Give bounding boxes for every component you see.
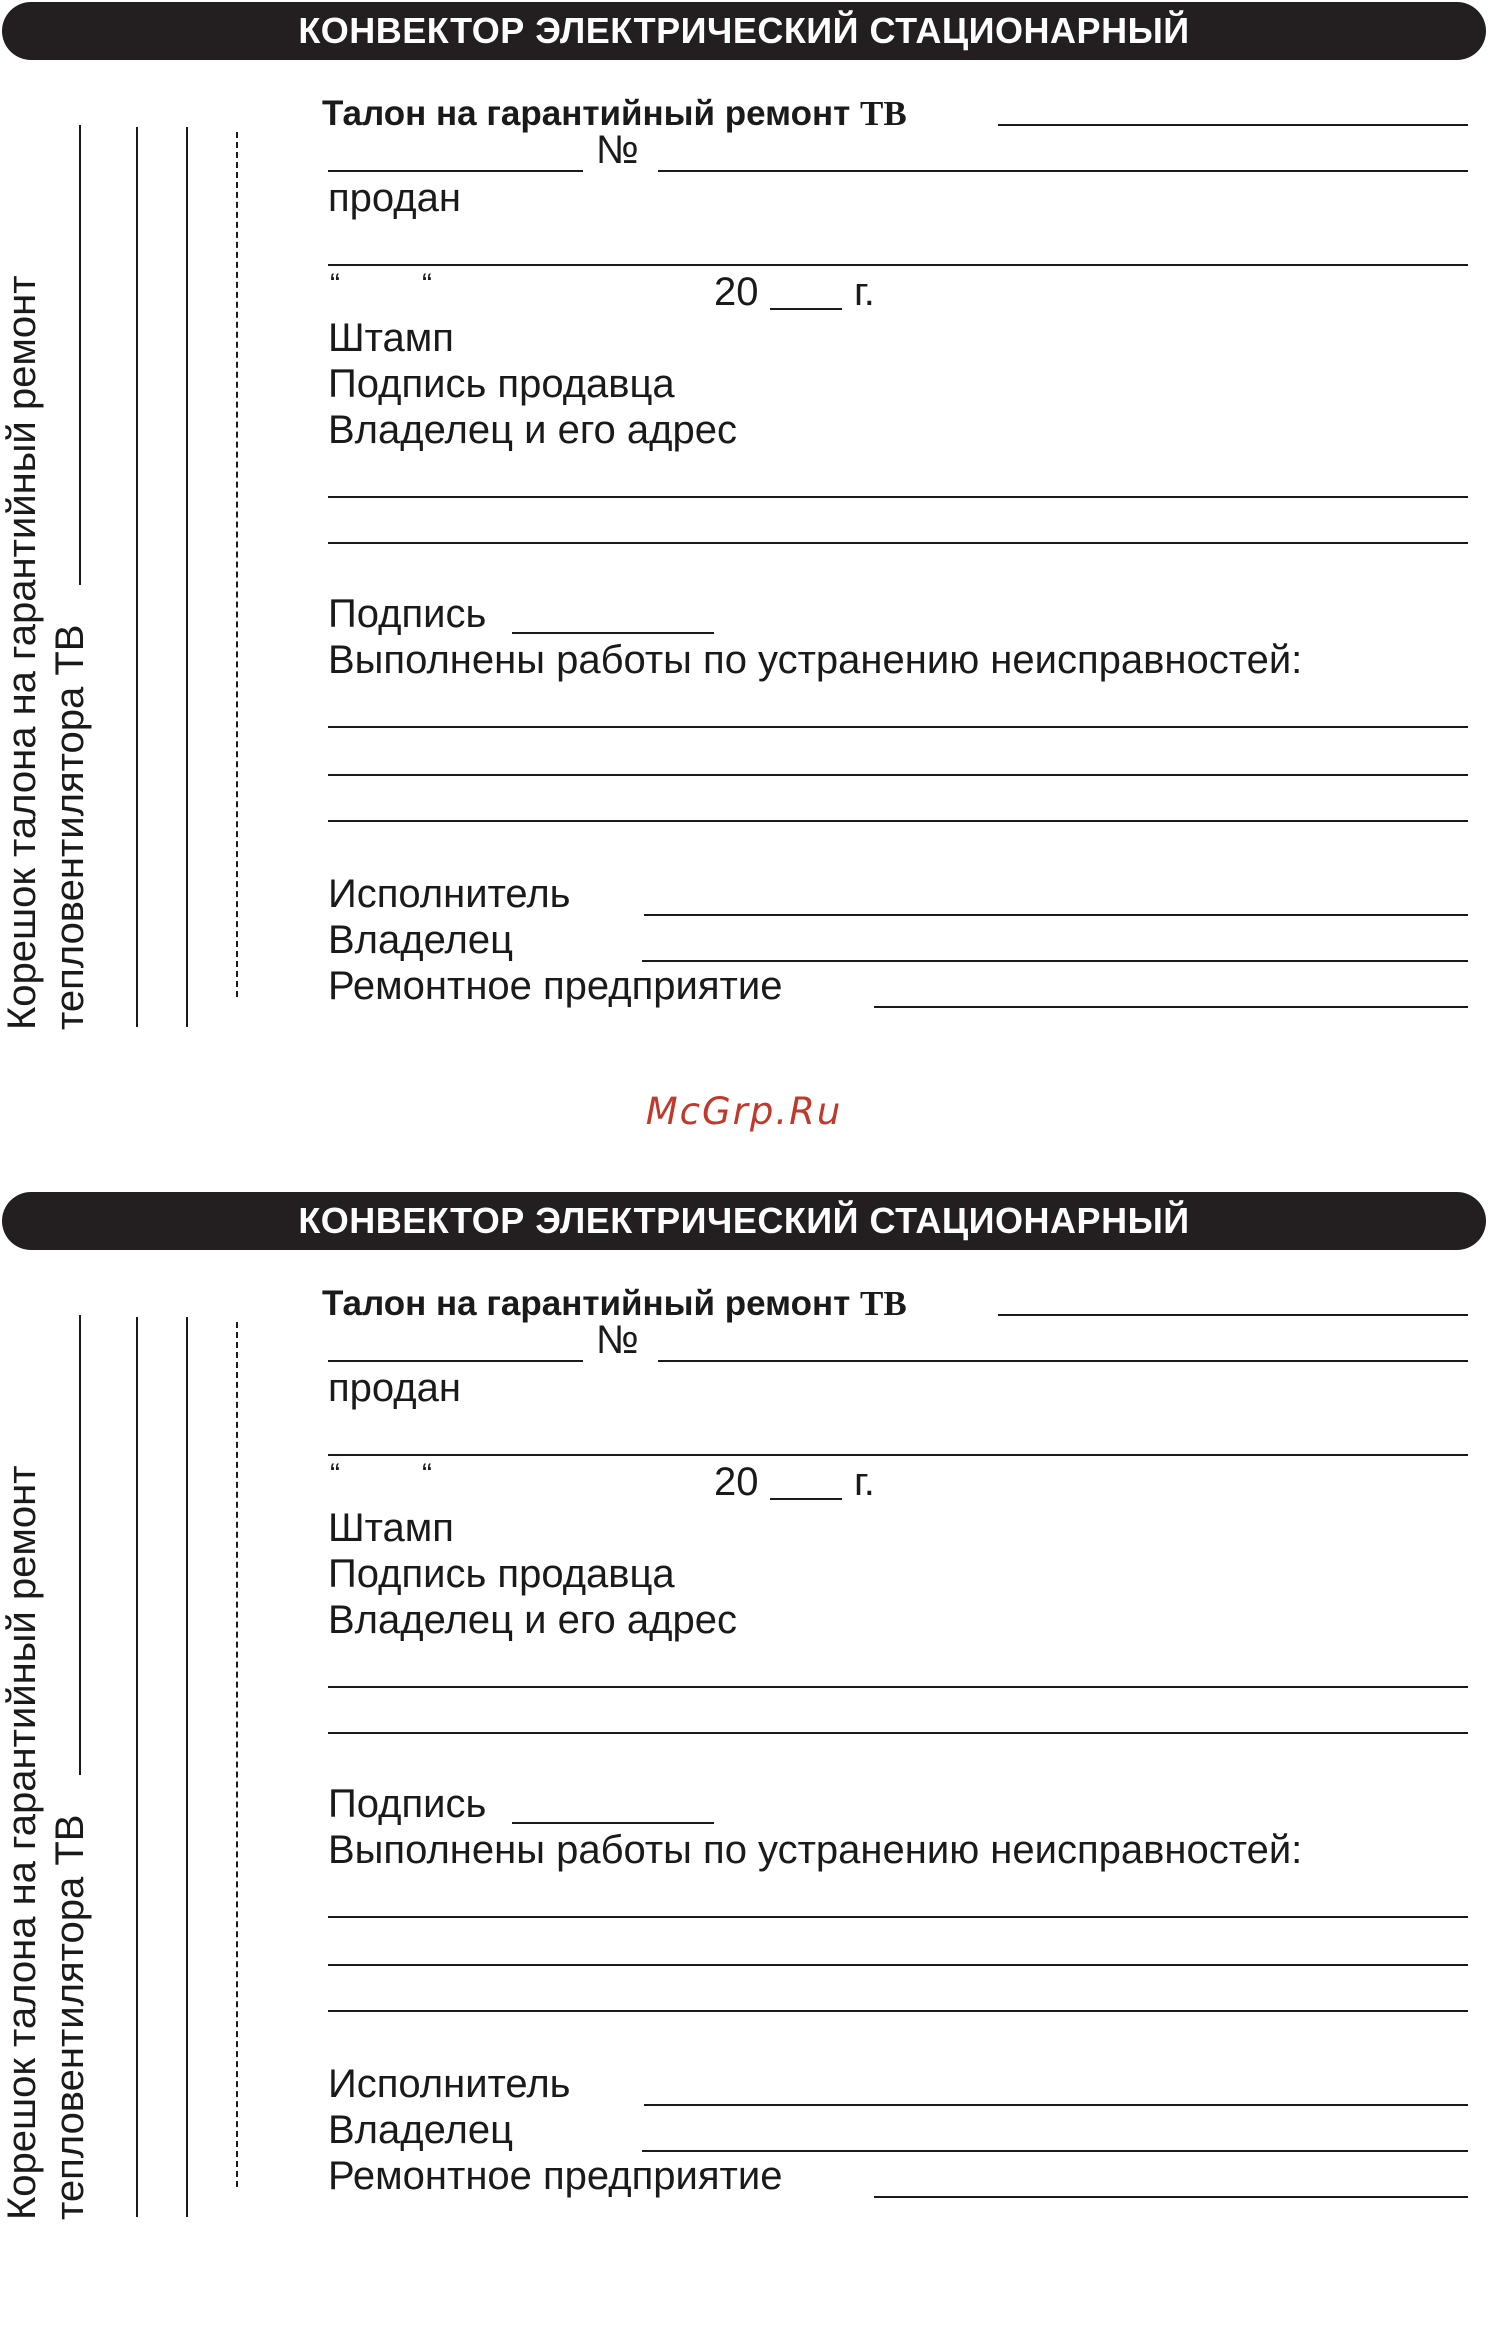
stamp-label: Штамп <box>328 316 454 360</box>
stub-border-line <box>186 127 188 1027</box>
address-fill-line <box>328 542 1468 544</box>
header-bar <box>2 1192 1486 1250</box>
sold-fill-line <box>328 1454 1468 1456</box>
number-label: № <box>596 1318 639 1362</box>
warranty-coupon-1 <box>0 0 1488 1140</box>
signature-label: Подпись <box>328 592 487 636</box>
seller-signature-label: Подпись продавца <box>328 362 675 406</box>
works-fill-line <box>328 726 1468 728</box>
stub-fill-line <box>79 125 81 585</box>
owner-address-label: Владелец и его адрес <box>328 1598 737 1642</box>
header-title: КОНВЕКТОР ЭЛЕКТРИЧЕСКИЙ СТАЦИОНАРНЫЙ <box>298 10 1190 51</box>
address-fill-line <box>328 1732 1468 1734</box>
address-fill-line <box>328 496 1468 498</box>
fill-line <box>328 170 583 172</box>
coupon-title-model: ТВ <box>860 94 907 133</box>
repair-company-label: Ремонтное предприятие <box>328 964 783 1008</box>
warranty-coupon-2 <box>0 1190 1488 2330</box>
stub-border-line <box>136 1317 138 2217</box>
owner-label: Владелец <box>328 2108 514 2152</box>
address-fill-line <box>328 1686 1468 1688</box>
date-quote-close: “ <box>422 1458 432 1491</box>
stub-title-line1: Корешок талона на гарантийный ремонт <box>0 1465 44 2220</box>
fill-line <box>328 1360 583 1362</box>
stub-fill-line <box>79 1315 81 1775</box>
date-quote-open: “ <box>330 1458 340 1491</box>
watermark: McGrp.Ru <box>645 1090 843 1133</box>
sold-label: продан <box>328 1366 461 1410</box>
number-fill-line <box>658 170 1468 172</box>
model-fill-line <box>998 124 1468 126</box>
works-fill-line <box>328 1916 1468 1918</box>
repair-company-fill-line <box>874 1006 1468 1008</box>
stamp-label: Штамп <box>328 1506 454 1550</box>
coupon-stub <box>0 1240 100 2220</box>
works-fill-line <box>328 820 1468 822</box>
coupon-title: Талон на гарантийный ремонт ТВ <box>322 94 907 133</box>
stub-title-line1: Корешок талона на гарантийный ремонт <box>0 275 44 1030</box>
stub-border-line <box>136 127 138 1027</box>
model-fill-line <box>998 1314 1468 1316</box>
year-suffix: г. <box>854 270 875 314</box>
executor-fill-line <box>644 914 1468 916</box>
executor-label: Исполнитель <box>328 872 571 916</box>
header-title: КОНВЕКТОР ЭЛЕКТРИЧЕСКИЙ СТАЦИОНАРНЫЙ <box>298 1200 1190 1241</box>
cut-line <box>236 132 238 997</box>
works-label: Выполнены работы по устранению неисправностей: <box>328 638 1303 682</box>
header-bar <box>2 2 1486 60</box>
owner-fill-line <box>642 2150 1468 2152</box>
number-fill-line <box>658 1360 1468 1362</box>
seller-signature-label: Подпись продавца <box>328 1552 675 1596</box>
coupon-stub <box>0 50 100 1030</box>
works-label: Выполнены работы по устранению неисправностей: <box>328 1828 1303 1872</box>
coupon-title-model: ТВ <box>860 1284 907 1323</box>
date-quote-open: “ <box>330 268 340 301</box>
year-prefix: 20 <box>714 1460 759 1504</box>
executor-fill-line <box>644 2104 1468 2106</box>
cut-line <box>236 1322 238 2187</box>
coupon-title: Талон на гарантийный ремонт ТВ <box>322 1284 907 1323</box>
year-fill-line <box>770 1498 842 1500</box>
executor-label: Исполнитель <box>328 2062 571 2106</box>
works-fill-line <box>328 774 1468 776</box>
year-fill-line <box>770 308 842 310</box>
works-fill-line <box>328 2010 1468 2012</box>
signature-fill-line <box>512 632 714 634</box>
signature-label: Подпись <box>328 1782 487 1826</box>
repair-company-fill-line <box>874 2196 1468 2198</box>
date-quote-close: “ <box>422 268 432 301</box>
owner-label: Владелец <box>328 918 514 962</box>
year-prefix: 20 <box>714 270 759 314</box>
owner-address-label: Владелец и его адрес <box>328 408 737 452</box>
number-label: № <box>596 128 639 172</box>
signature-fill-line <box>512 1822 714 1824</box>
stub-title-line2: тепловентилятора ТВ <box>48 1814 92 2220</box>
owner-fill-line <box>642 960 1468 962</box>
stub-title-line2: тепловентилятора ТВ <box>48 624 92 1030</box>
year-suffix: г. <box>854 1460 875 1504</box>
sold-label: продан <box>328 176 461 220</box>
stub-border-line <box>186 1317 188 2217</box>
works-fill-line <box>328 1964 1468 1966</box>
repair-company-label: Ремонтное предприятие <box>328 2154 783 2198</box>
sold-fill-line <box>328 264 1468 266</box>
